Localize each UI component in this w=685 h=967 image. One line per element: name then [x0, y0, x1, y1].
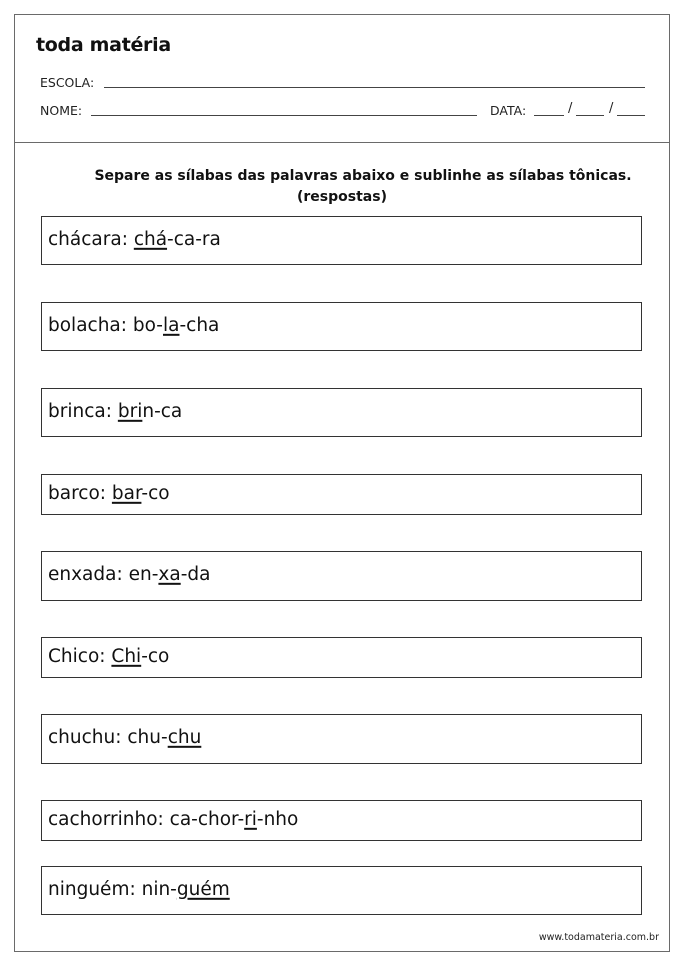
syllables-before: chu- — [127, 726, 168, 748]
syllables-before: nin- — [141, 878, 177, 900]
stressed-syllable: la — [163, 314, 180, 336]
answer-word: ninguém — [48, 878, 130, 900]
date-day-line[interactable] — [534, 115, 564, 116]
answer-text: enxada: en-xa-da — [48, 563, 211, 585]
answer-box — [41, 800, 642, 841]
website-url[interactable]: www.todamateria.com.br — [538, 932, 659, 943]
syllables-after: -ca-ra — [167, 228, 221, 250]
instructions — [60, 166, 666, 208]
answer-box — [41, 714, 642, 764]
answer-box — [41, 551, 642, 601]
syllables-after: -cha — [179, 314, 220, 336]
answer-text: Chico: Chi-co — [48, 645, 170, 667]
answer-word: brinca — [48, 400, 106, 422]
answer-word: chácara — [48, 228, 122, 250]
answer-word: enxada — [48, 563, 117, 585]
answer-box — [41, 866, 642, 915]
school-field-line[interactable] — [104, 87, 645, 88]
syllables-before: en- — [128, 563, 159, 585]
stressed-syllable: guém — [176, 878, 230, 900]
stressed-syllable: Chi — [111, 645, 142, 667]
answer-word: bolacha — [48, 314, 121, 336]
date-separator: / — [568, 101, 573, 116]
stressed-syllable: bri — [117, 400, 143, 422]
answer-text: ninguém: nin-guém — [48, 878, 230, 900]
stressed-syllable: xa — [158, 563, 181, 585]
date-separator: / — [609, 101, 614, 116]
answer-word: Chico — [48, 645, 100, 667]
header-divider — [14, 142, 670, 143]
school-label: ESCOLA: — [40, 75, 95, 90]
brand-logo: toda matéria — [36, 34, 171, 56]
syllables-after: n-ca — [142, 400, 183, 422]
answer-box — [41, 637, 642, 678]
stressed-syllable: bar — [111, 482, 142, 504]
syllables-before: ca-chor- — [169, 808, 245, 830]
stressed-syllable: chá — [133, 228, 168, 250]
date-month-line[interactable] — [576, 115, 604, 116]
answer-text: bolacha: bo-la-cha — [48, 314, 220, 336]
answer-box — [41, 388, 642, 437]
syllables-after: -co — [141, 482, 170, 504]
answer-text: barco: bar-co — [48, 482, 170, 504]
syllables-after: -da — [180, 563, 211, 585]
date-year-line[interactable] — [617, 115, 645, 116]
syllables-after: -co — [141, 645, 170, 667]
answer-text: chácara: chá-ca-ra — [48, 228, 221, 250]
syllables-before: bo- — [132, 314, 163, 336]
syllables-after: -nho — [256, 808, 299, 830]
name-field-line[interactable] — [91, 115, 477, 116]
answer-word: barco — [48, 482, 100, 504]
answer-word: cachorrinho — [48, 808, 158, 830]
instructions-line-2: (respostas) — [297, 189, 387, 205]
answer-box — [41, 474, 642, 515]
stressed-syllable: ri — [244, 808, 257, 830]
instructions-line-1: Separe as sílabas das palavras abaixo e sublinhe as sílabas tônicas. — [94, 168, 632, 184]
stressed-syllable: chu — [167, 726, 202, 748]
date-label: DATA: — [490, 103, 527, 118]
name-label: NOME: — [40, 103, 83, 118]
answer-box — [41, 216, 642, 265]
answer-text: chuchu: chu-chu — [48, 726, 202, 748]
answer-box — [41, 302, 642, 351]
answer-text: brinca: brin-ca — [48, 400, 183, 422]
answer-text: cachorrinho: ca-chor-ri-nho — [48, 808, 299, 830]
answer-word: chuchu — [48, 726, 116, 748]
